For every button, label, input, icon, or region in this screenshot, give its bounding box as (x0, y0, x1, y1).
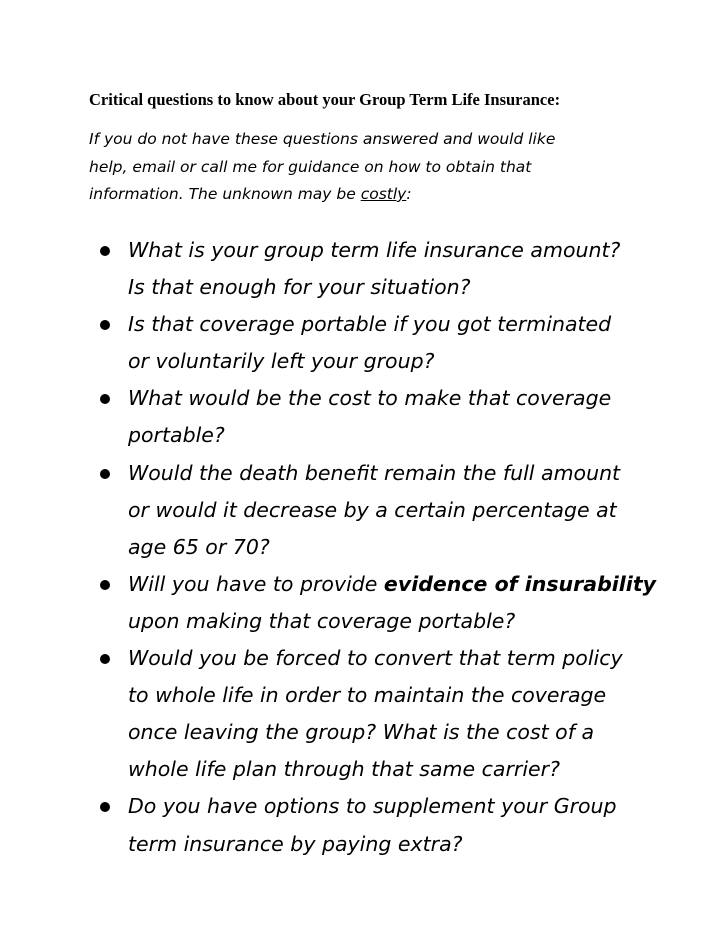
intro-paragraph (89, 126, 649, 209)
bullet-icon (100, 246, 110, 256)
evidence-of-insurability-bold: evidence of insurability (383, 571, 656, 596)
question-line: once leaving the group? What is the cost of a (128, 720, 595, 745)
bullet-icon (100, 469, 110, 479)
question-item (94, 232, 694, 306)
bullet-icon (100, 580, 110, 590)
question-item (94, 306, 694, 380)
document-heading: Critical questions to know about your Group Term Life Insurance: (89, 90, 561, 109)
question-line: term insurance by paying extra? (128, 831, 463, 856)
question-line: What is your group term life insurance amount? (128, 238, 621, 262)
questions-list (94, 232, 694, 863)
question-line: Would the death benefit remain the full amount (128, 460, 621, 485)
bullet-icon (100, 802, 110, 812)
intro-colon: : (406, 185, 412, 203)
bullet-icon (100, 654, 110, 664)
question-line: or voluntarily left your group? (128, 349, 435, 374)
question-line: Is that coverage portable if you got terminated (128, 312, 612, 337)
question-line: What would be the cost to make that coverage (128, 386, 612, 411)
question-line: or would it decrease by a certain percentage at (128, 497, 617, 522)
question-item (94, 788, 694, 862)
intro-line: If you do not have these questions answered and would like (89, 130, 556, 148)
question-item (94, 566, 694, 640)
question-line: Do you have options to supplement your Group (128, 794, 617, 819)
question-item (94, 380, 694, 454)
question-item (94, 455, 694, 566)
costly-underlined-word: costly (360, 185, 407, 203)
intro-line: information. The unknown may be (89, 185, 361, 203)
question-line: upon making that coverage portable? (128, 608, 516, 633)
bullet-icon (100, 394, 110, 404)
question-line: Is that enough for your situation? (128, 275, 471, 300)
question-line: Will you have to provide (128, 571, 384, 596)
question-line: age 65 or 70? (128, 534, 270, 559)
question-line: whole life plan through that same carrier? (128, 757, 560, 782)
question-line: to whole life in order to maintain the coverage (128, 683, 607, 708)
question-line: portable? (128, 423, 225, 448)
bullet-icon (100, 320, 110, 330)
intro-line: help, email or call me for guidance on how to obtain that (89, 157, 532, 176)
question-line: Would you be forced to convert that term policy (128, 646, 623, 671)
question-item (94, 640, 694, 788)
